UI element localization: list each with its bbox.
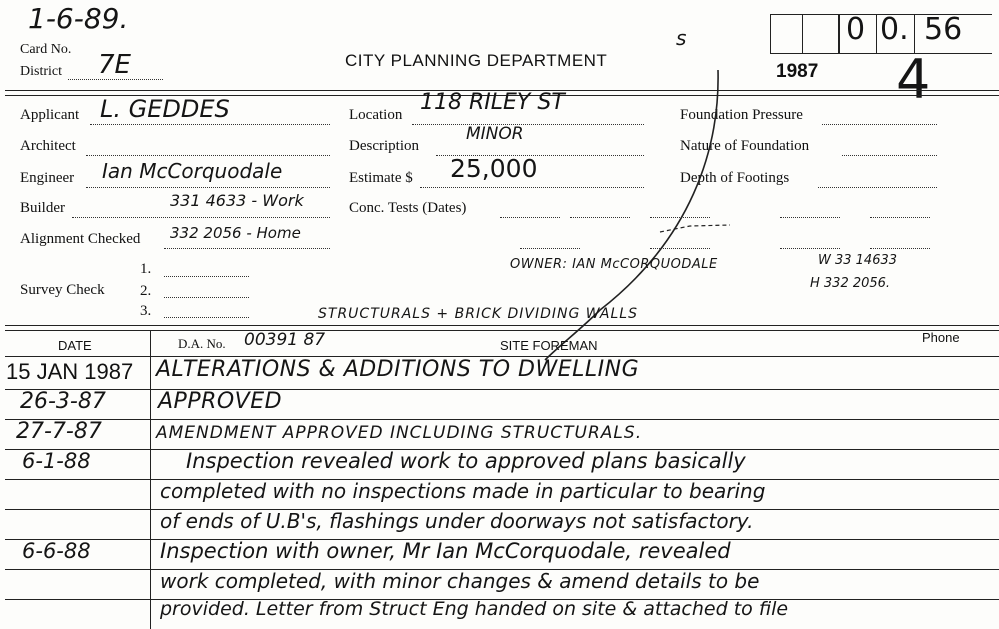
year: 1987 xyxy=(776,61,819,82)
location-value: 118 RILEY ST xyxy=(420,90,565,115)
description-value: MINOR xyxy=(466,124,524,144)
survey-num-3: 3. xyxy=(140,303,152,319)
district-label: District xyxy=(20,64,62,79)
card-digit-3: 0 xyxy=(846,12,866,47)
row-date: 15 JAN 1987 xyxy=(6,359,134,384)
alignment-value: 332 2056 - Home xyxy=(170,224,301,242)
row-text: APPROVED xyxy=(158,389,283,414)
da-label: D.A. No. xyxy=(178,336,226,351)
survey-num-1: 1. xyxy=(140,261,152,277)
owner-phone-work: W 33 14633 xyxy=(818,253,898,268)
engineer-value: Ian McCorquodale xyxy=(102,159,283,183)
row-text: ALTERATIONS & ADDITIONS TO DWELLING xyxy=(156,357,640,382)
card-no-label: Card No. xyxy=(20,42,72,57)
row-date: 6-1-88 xyxy=(22,449,91,473)
top-date: 1-6-89. xyxy=(28,2,129,35)
estimate-label: Estimate $ xyxy=(349,170,413,186)
structural-note: STRUCTURALS + BRICK DIVIDING WALLS xyxy=(318,306,638,322)
da-value: 00391 87 xyxy=(244,330,326,350)
conc-tests-label: Conc. Tests (Dates) xyxy=(349,200,467,216)
card-digit-4: 0. xyxy=(880,12,909,47)
row-text: work completed, with minor changes & amend details to be xyxy=(160,569,760,593)
builder-label: Builder xyxy=(20,200,65,216)
builder-value: 331 4633 - Work xyxy=(170,191,304,210)
survey-num-2: 2. xyxy=(140,283,152,299)
row-text: Inspection with owner, Mr Ian McCorquodale, revealed xyxy=(160,539,731,563)
row-text: of ends of U.B's, flashings under doorways not satisfactory. xyxy=(160,509,754,533)
estimate-value: 25,000 xyxy=(450,154,538,183)
applicant-value: L. GEDDES xyxy=(100,95,230,123)
nature-foundation-label: Nature of Foundation xyxy=(680,138,810,154)
architect-label: Architect xyxy=(20,138,76,154)
owner-note: OWNER: IAN McCORQUODALE xyxy=(510,257,718,272)
pen-mark: ꜱ xyxy=(676,26,687,50)
row-text: AMENDMENT APPROVED INCLUDING STRUCTURALS. xyxy=(156,423,643,443)
row-text: provided. Letter from Struct Eng handed on site & attached to file xyxy=(160,598,789,620)
row-text: completed with no inspections made in particular to bearing xyxy=(160,479,766,503)
depth-footings-label: Depth of Footings xyxy=(680,170,790,186)
description-label: Description xyxy=(349,138,419,154)
big-mark: 4 xyxy=(896,48,931,111)
foundation-pressure-label: Foundation Pressure xyxy=(680,107,803,123)
alignment-label: Alignment Checked xyxy=(20,231,141,247)
engineer-label: Engineer xyxy=(20,170,75,186)
district-value: 7E xyxy=(98,50,131,80)
row-date: 27-7-87 xyxy=(16,419,102,444)
site-foreman-header: SITE FOREMAN xyxy=(500,338,598,353)
survey-check-label: Survey Check xyxy=(20,282,105,298)
row-date: 26-3-87 xyxy=(20,389,106,414)
location-label: Location xyxy=(349,107,403,123)
row-date: 6-6-88 xyxy=(22,539,91,563)
card-digit-5: 56 xyxy=(924,12,963,47)
date-header: DATE xyxy=(58,338,92,353)
row-text: Inspection revealed work to approved plans basically xyxy=(186,449,746,473)
applicant-label: Applicant xyxy=(20,107,80,123)
owner-phone-home: H 332 2056. xyxy=(810,276,891,291)
phone-header: Phone xyxy=(922,330,960,345)
department-title: CITY PLANNING DEPARTMENT xyxy=(345,51,608,70)
